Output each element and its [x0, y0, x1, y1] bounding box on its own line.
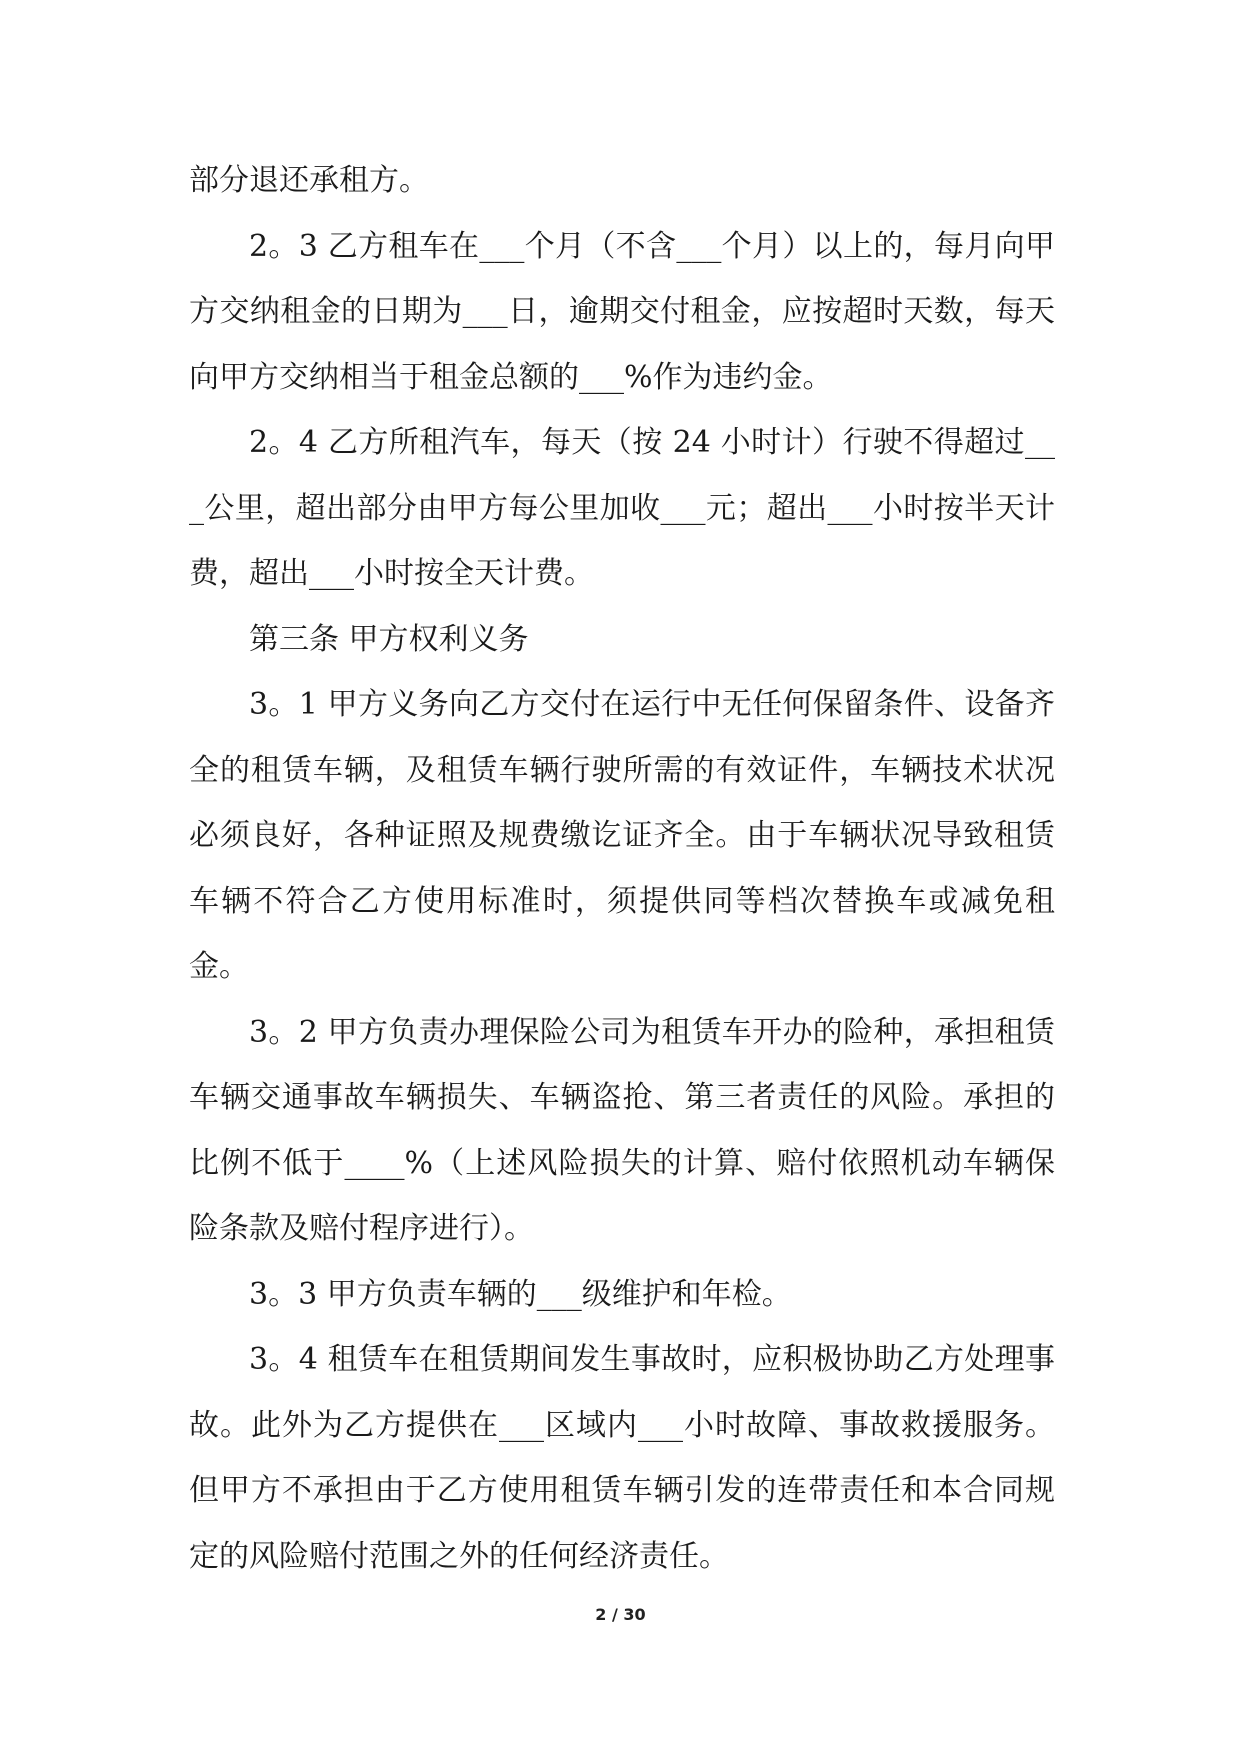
- clause-2-3: 2。3 乙方租车在___个月（不含___个月）以上的，每月向甲方交纳租金的日期为___日，逾期交付租金，应按超时天数，每天向甲方交纳相当于租金总额的___%作为违约金。: [189, 228, 1055, 395]
- page-number: 2 / 30: [595, 1605, 646, 1624]
- clause-3-3: 3。3 甲方负责车辆的___级维护和年检。: [249, 1276, 792, 1312]
- document-body: [189, 148, 1055, 1589]
- clause-2-4: 2。4 乙方所租汽车，每天（按 24 小时计）行驶不得超过___公里，超出部分由甲方每公里加收___元；超出___小时按半天计费，超出___小时按全天计费。: [189, 425, 1055, 591]
- paragraph-continuation: 部分退还承租方。: [189, 163, 429, 198]
- clause-3-1: 3。1 甲方义务向乙方交付在运行中无任何保留条件、设备齐全的租赁车辆，及租赁车辆行驶所需的有效证件，车辆技术状况必须良好，各种证照及规费缴讫证齐全。由于车辆状况导致租赁车辆不符合乙方使用标准时，须提供同等档次替换车或减免租金。: [189, 687, 1055, 984]
- section-heading-article-3: 第三条 甲方权利义务: [249, 621, 529, 657]
- clause-3-2: 3。2 甲方负责办理保险公司为租赁车开办的险种，承担租赁车辆交通事故车辆损失、车辆盗抢、第三者责任的风险。承担的比例不低于____%（上述风险损失的计算、赔付依照机动车辆保险条款及赔付程序进行）。: [189, 1014, 1055, 1246]
- clause-3-4: 3。4 租赁车在租赁期间发生事故时，应积极协助乙方处理事故。此外为乙方提供在___区域内___小时故障、事故救援服务。但甲方不承担由于乙方使用租赁车辆引发的连带责任和本合同规定的风险赔付范围之外的任何经济责任。: [189, 1342, 1055, 1574]
